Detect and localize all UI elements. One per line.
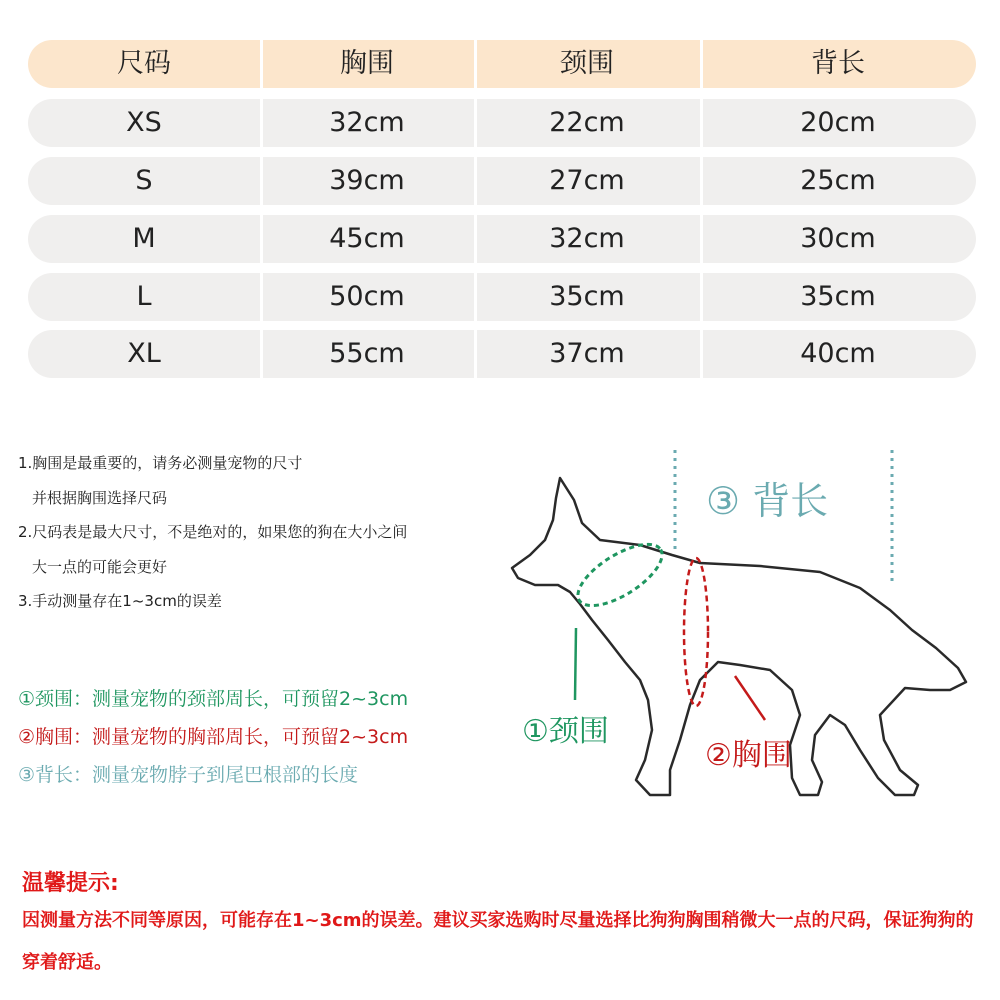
note-line: 3.手动测量存在1~3cm的误差 bbox=[18, 592, 222, 610]
chest-ring bbox=[684, 558, 708, 706]
header-cell-neck: 颈围 bbox=[474, 40, 700, 88]
neck-cell: 35cm bbox=[474, 273, 700, 321]
back-cell: 25cm bbox=[700, 157, 976, 205]
back-length-label: ③ 背长 bbox=[706, 479, 829, 523]
legend-neck: ①颈围：测量宠物的颈部周长，可预留2~3cm bbox=[18, 688, 409, 710]
chest-cell: 45cm bbox=[260, 215, 474, 263]
legend-back: ③背长：测量宠物脖子到尾巴根部的长度 bbox=[18, 764, 359, 786]
neck-ring bbox=[569, 533, 672, 618]
back-cell: 20cm bbox=[700, 99, 976, 147]
legend-chest: ②胸围：测量宠物的胸部周长，可预留2~3cm bbox=[18, 726, 409, 748]
chest-label: ②胸围 bbox=[705, 738, 792, 773]
neck-cell: 37cm bbox=[474, 330, 700, 378]
neck-cell: 27cm bbox=[474, 157, 700, 205]
note-line: 并根据胸围选择尺码 bbox=[32, 488, 168, 507]
note-line: 1.胸围是最重要的，请务必测量宠物的尺寸 bbox=[18, 454, 303, 472]
tip-body: 因测量方法不同等原因，可能存在1~3cm的误差。建议买家选购时尽量选择比狗狗胸围稍微大一点的尺码，保证狗狗的穿着舒适。 bbox=[22, 910, 974, 973]
back-cell: 30cm bbox=[700, 215, 976, 263]
chest-pointer bbox=[735, 676, 765, 720]
neck-cell: 32cm bbox=[474, 215, 700, 263]
neck-pointer bbox=[575, 628, 576, 700]
chest-cell: 50cm bbox=[260, 273, 474, 321]
size-cell: S bbox=[135, 165, 153, 196]
back-cell: 40cm bbox=[700, 330, 976, 378]
note-line: 2.尺码表是最大尺寸，不是绝对的，如果您的狗在大小之间 bbox=[18, 523, 408, 541]
neck-label: ①颈围 bbox=[522, 714, 609, 749]
chest-cell: 55cm bbox=[260, 330, 474, 378]
header-cell-back: 背长 bbox=[700, 40, 976, 88]
neck-cell: 22cm bbox=[474, 99, 700, 147]
chest-cell: 32cm bbox=[260, 99, 474, 147]
tip-title: 温馨提示: bbox=[22, 871, 119, 896]
size-cell: XS bbox=[126, 107, 162, 138]
header-cell-size: 尺码 bbox=[117, 48, 171, 79]
header-cell-chest: 胸围 bbox=[260, 40, 474, 88]
size-cell: M bbox=[132, 223, 156, 254]
size-cell: XL bbox=[127, 338, 161, 369]
size-cell: L bbox=[136, 281, 152, 312]
chest-cell: 39cm bbox=[260, 157, 474, 205]
note-line: 大一点的可能会更好 bbox=[32, 557, 168, 576]
back-cell: 35cm bbox=[700, 273, 976, 321]
